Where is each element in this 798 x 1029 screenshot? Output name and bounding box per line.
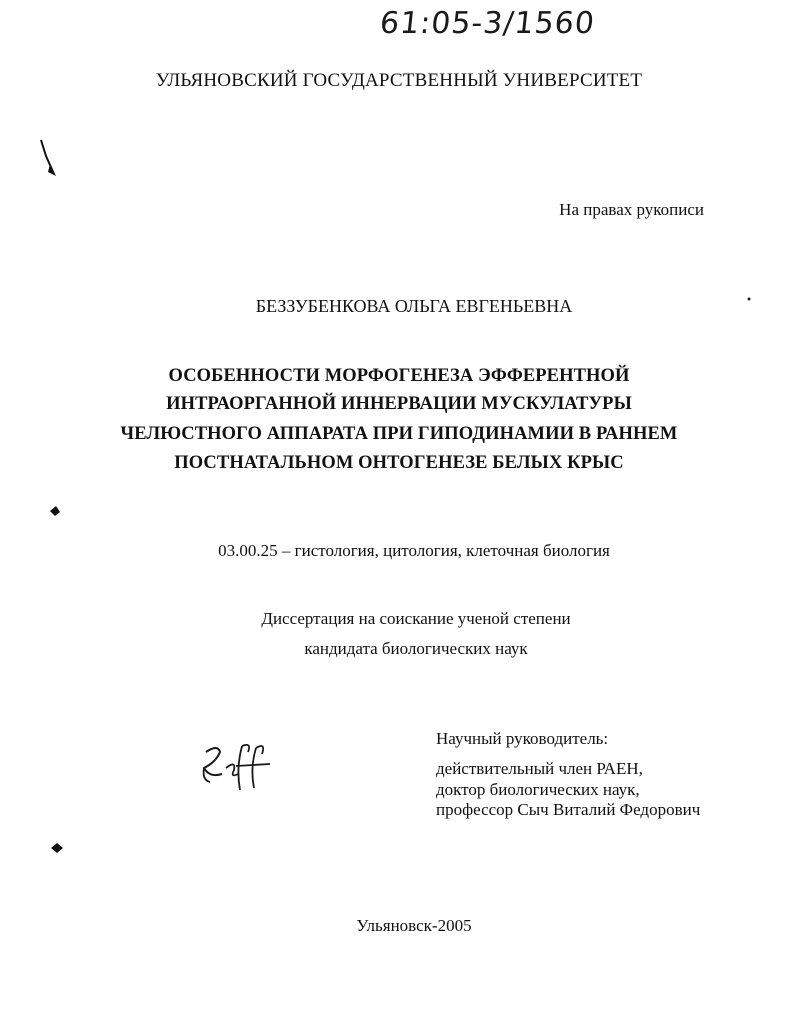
dot-mark-icon [746,296,752,302]
thesis-title-line-4: ПОСТНАТАЛЬНОМ ОНТОГЕНЕЗЕ БЕЛЫХ КРЫС [174,453,624,473]
supervisor-title-line-1: действительный член РАЕН, [436,759,643,778]
city-year: Ульяновск-2005 [356,916,472,935]
signature-icon [196,738,276,798]
dissertation-degree-line-2: кандидата биологических наук [304,639,528,658]
specialty-code: 03.00.25 – гистология, цитология, клеточная биология [218,541,610,560]
punch-mark-icon [48,504,62,518]
thesis-title-line-1: ОСОБЕННОСТИ МОРФОГЕНЕЗА ЭФФЕРЕНТНОЙ [168,366,630,386]
dissertation-degree-line-1: Диссертация на соискание ученой степени [261,609,571,628]
thesis-title-line-2: ИНТРАОРГАННОЙ ИННЕРВАЦИИ МУСКУЛАТУРЫ [166,394,632,414]
university-name: УЛЬЯНОВСКИЙ ГОСУДАРСТВЕННЫЙ УНИВЕРСИТЕТ [155,70,643,91]
handwritten-archive-code: 61:05-3/1560 [378,6,597,41]
supervisor-title-line-3: профессор Сыч Виталий Федорович [436,800,701,819]
punch-mark-icon-2 [50,842,64,854]
supervisor-label: Научный руководитель: [436,729,609,748]
thesis-title-line-3: ЧЕЛЮСТНОГО АППАРАТА ПРИ ГИПОДИНАМИИ В РАННЕМ [120,424,678,444]
supervisor-title-line-2: доктор биологических наук, [436,780,640,799]
author-name: БЕЗЗУБЕНКОВА ОЛЬГА ЕВГЕНЬЕВНА [255,296,573,316]
scan-mark-icon [38,138,60,178]
manuscript-note: На правах рукописи [559,200,704,219]
